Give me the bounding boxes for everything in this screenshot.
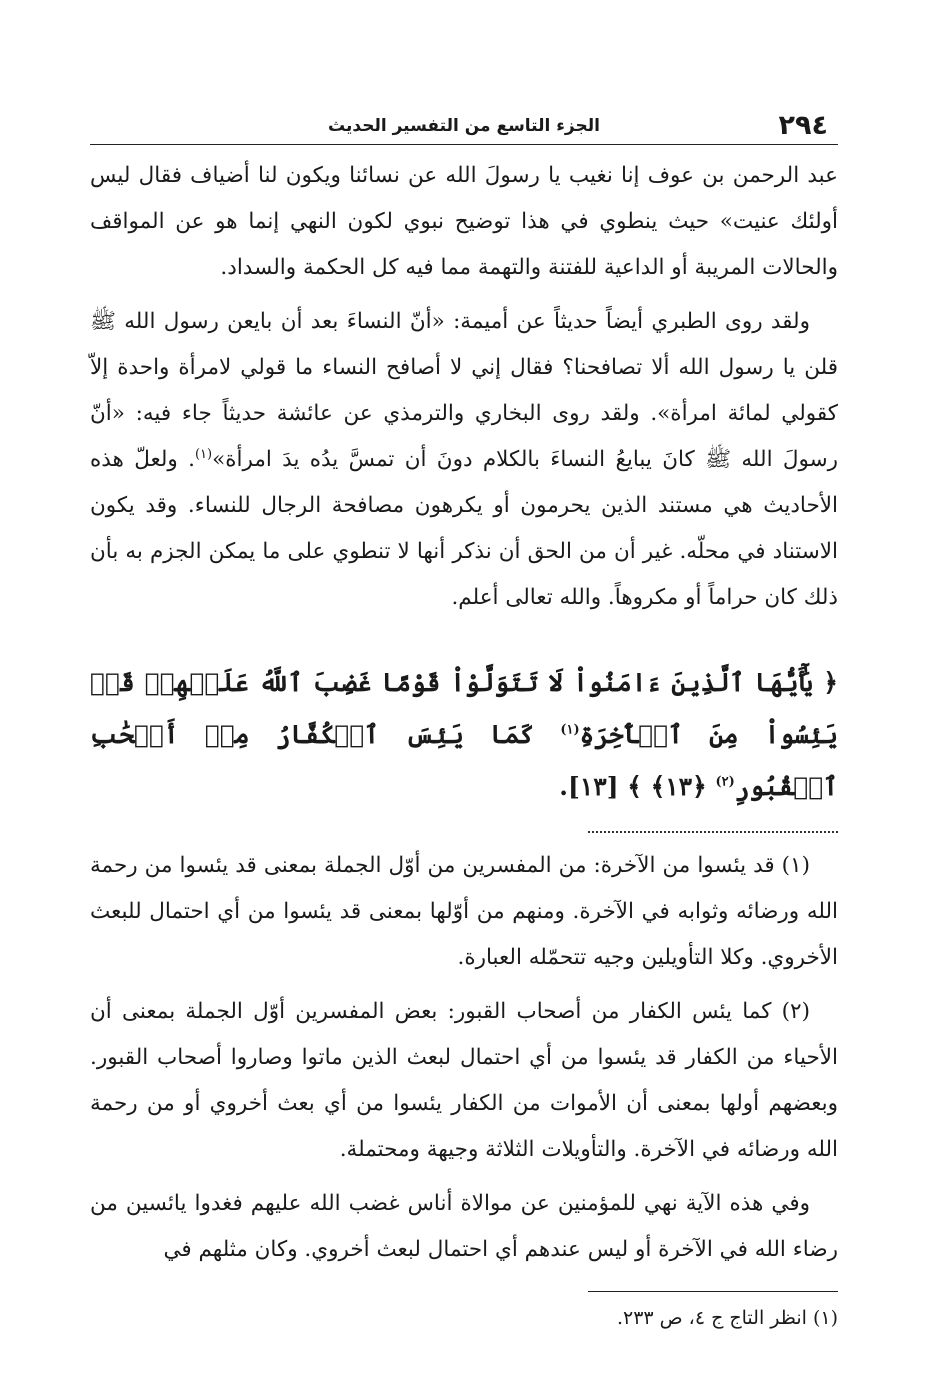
paragraph-2 (90, 299, 838, 621)
page-header (90, 96, 838, 145)
dotted-separator (588, 831, 838, 833)
footnote-ref-1: (١) (194, 446, 213, 462)
verse-note-ref-2: (٢) (715, 774, 735, 790)
page-number: ٢٩٤ (778, 110, 828, 141)
paragraph-1: عبد الرحمن بن عوف إنا نغيب يا رسولَ الله عن نسائنا ويكون لنا أضياف فقال ليس أولئك عنيت» حيث ينطوي في هذا توضيح نبوي لكون النهي إنما هو عن المواقف والحالات المريبة أو الداعية للفتنة والتهمة مما فيه كل الحكمة والسداد. (90, 163, 838, 280)
quran-verse (90, 657, 838, 813)
paragraph-2-text: ولقد روى الطبري أيضاً حديثاً عن أميمة: «أنّ النساءَ بعد أن بايعن رسول الله ﷺ قلن يا رسول الله ألا تصافحنا؟ فقال إني لا أصافح النساء ما قولي لامرأة واحدة إلاّ كقولي لمائة امرأة». ولقد روى البخاري والترمذي عن عائشة حديثاً جاء فيه: «أنّ رسولَ الله ﷺ كانَ يبايعُ النساءَ بالكلام دونَ أن تمسَّ يدُه يدَ امرأة» (90, 309, 838, 472)
verse-notes (90, 843, 838, 1273)
verse-note-1: (١) قد يئسوا من الآخرة: من المفسرين من أوّل الجملة بمعنى قد يئسوا من رحمة الله ورضائه وثوابه في الآخرة. ومنهم من أوّلها بمعنى قد يئسوا من أي احتمال للبعث الأخروي. وكلا التأويلين وجيه تتحمّله العبارة. (90, 853, 838, 970)
verse-part-3: ﴿١٣﴾ ﴾ [١٣]. (559, 772, 716, 801)
footnote-1: (١) انظر التاج ج ٤، ص ٢٣٣. (616, 1307, 838, 1329)
paragraph-3: وفي هذه الآية نهي للمؤمنين عن موالاة أناس غضب الله عليهم فغدوا يائسين من رضاء الله في الآخرة أو ليس عندهم أي احتمال لبعث أخروي. وكان مثلهم في (90, 1191, 838, 1262)
book-page (90, 96, 838, 1336)
running-title: الجزء التاسع من التفسير الحديث (328, 116, 600, 136)
verse-note-ref-1: (١) (560, 722, 580, 738)
verse-part-2: كَمَا يَئِسَ ٱلۡكُفَّارُ مِنۡ أَصۡحَٰبِ ٱلۡقُبُورِ (90, 720, 838, 801)
footnote-rule (588, 1291, 838, 1292)
verse-part-1: ﴿ يَٰٓأَيُّهَا ٱلَّذِينَ ءَامَنُواْ لَا تَتَوَلَّوْاْ قَوْمًا غَضِبَ ٱللَّهُ عَلَيۡهِمۡ قَدۡ يَئِسُواْ مِنَ ٱلۡأٓخِرَةِ (90, 668, 838, 749)
verse-note-2: (٢) كما يئس الكفار من أصحاب القبور: بعض المفسرين أوّل الجملة بمعنى أن الأحياء من الكفار قد يئسوا من أي احتمال لبعث الذين ماتوا وصاروا أصحاب القبور. وبعضهم أولها بمعنى أن الأموات من الكفار يئسوا من أي بعث أخروي أو من رحمة الله ورضائه في الآخرة. والتأويلات الثلاثة وجيهة ومحتملة. (90, 999, 838, 1162)
paragraph-2-tail: . ولعلّ هذه الأحاديث هي مستند الذين يحرمون أو يكرهون مصافحة الرجال للنساء. وقد يكون الاستناد في محلّه. غير أن من الحق أن نذكر أنها لا تنطوي على ما يمكن الجزم به بأن ذلك كان حراماً أو مكروهاً. والله تعالى أعلم. (90, 447, 838, 610)
